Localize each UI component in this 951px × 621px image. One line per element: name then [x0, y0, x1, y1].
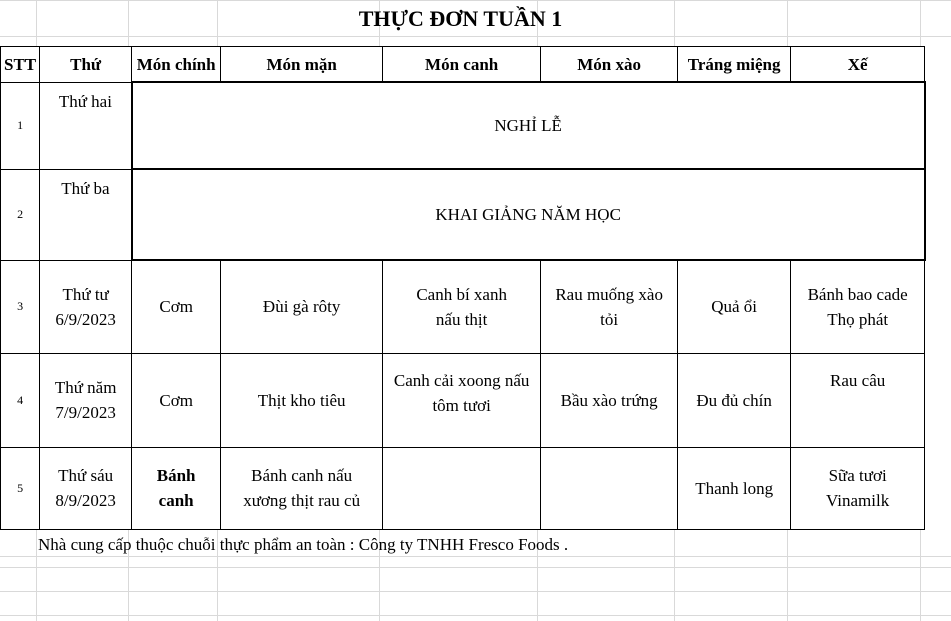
- savory-dish-cell[interactable]: [221, 447, 383, 529]
- gridline: [0, 591, 951, 592]
- day-name: Thứ sáu: [58, 466, 114, 485]
- soup-cell[interactable]: [383, 447, 541, 529]
- day-name: Thứ tư: [62, 284, 109, 304]
- cell-text: Canh cải xoong nấu: [393, 370, 530, 390]
- day-date: 7/9/2023: [55, 403, 116, 422]
- snack-cell[interactable]: [791, 353, 925, 447]
- cell-text: Đu đủ chín: [696, 390, 772, 410]
- cell-text: Thanh long: [695, 478, 774, 498]
- cell-text: Sữa tươi: [828, 466, 887, 485]
- day-cell[interactable]: [40, 169, 132, 260]
- day-cell[interactable]: [40, 353, 132, 447]
- header-day[interactable]: Thứ: [40, 47, 132, 83]
- cell-text: Cơm: [159, 390, 193, 410]
- stt-cell[interactable]: 4: [1, 353, 40, 447]
- gridline: [0, 567, 951, 568]
- stir-fry-cell[interactable]: [541, 353, 678, 447]
- day-name: Thứ hai: [58, 91, 112, 111]
- savory-dish-cell[interactable]: [221, 260, 383, 353]
- header-soup[interactable]: Món canh: [383, 47, 541, 83]
- opening-ceremony-cell[interactable]: [132, 169, 925, 260]
- gridline: [0, 36, 951, 37]
- holiday-cell[interactable]: [132, 82, 925, 169]
- stt-cell[interactable]: 3: [1, 260, 40, 353]
- header-row: [1, 47, 925, 83]
- cell-text: Bánh: [156, 466, 196, 485]
- cell-text: Vinamilk: [826, 491, 890, 510]
- gridline: [0, 615, 951, 616]
- stt-cell[interactable]: 2: [1, 169, 40, 260]
- day-name: Thứ ba: [61, 178, 110, 198]
- gridline: [0, 0, 951, 1]
- header-savory-dish[interactable]: Món mặn: [221, 47, 383, 83]
- cell-text: Cơm: [159, 297, 193, 317]
- snack-cell[interactable]: [791, 260, 925, 353]
- table-row: [1, 447, 925, 529]
- stir-fry-cell[interactable]: [541, 260, 678, 353]
- weekly-menu-table: [0, 46, 926, 530]
- supplier-note[interactable]: Nhà cung cấp thuộc chuỗi thực phẩm an toàn : Công ty TNHH Fresco Foods .: [38, 535, 569, 554]
- header-snack[interactable]: Xế: [791, 47, 925, 83]
- day-date: 8/9/2023: [55, 491, 116, 510]
- cell-text: Đùi gà rôty: [262, 297, 341, 317]
- table-row: [1, 169, 925, 260]
- cell-text: xương thịt rau củ: [243, 491, 361, 510]
- stt-cell[interactable]: 1: [1, 82, 40, 169]
- cell-text: Bánh canh nấu: [251, 466, 353, 485]
- header-main-dish[interactable]: Món chính: [132, 47, 221, 83]
- merged-text: KHAI GIẢNG NĂM HỌC: [435, 205, 621, 224]
- merged-text: NGHỈ LỄ: [494, 116, 562, 135]
- main-dish-cell[interactable]: [132, 353, 221, 447]
- cell-text: Canh bí xanh: [416, 284, 507, 304]
- dessert-cell[interactable]: [678, 260, 791, 353]
- savory-dish-cell[interactable]: [221, 353, 383, 447]
- cell-text: Bầu xào trứng: [560, 390, 658, 410]
- main-dish-cell[interactable]: [132, 260, 221, 353]
- cell-text: tỏi: [600, 309, 619, 329]
- cell-text: tôm tươi: [432, 395, 491, 415]
- day-cell[interactable]: [40, 260, 132, 353]
- cell-text: nấu thịt: [435, 309, 488, 329]
- dessert-cell[interactable]: [678, 447, 791, 529]
- snack-cell[interactable]: [791, 447, 925, 529]
- day-cell[interactable]: [40, 447, 132, 529]
- cell-text: Bánh bao cade: [807, 284, 908, 304]
- header-dessert[interactable]: Tráng miệng: [678, 47, 791, 83]
- cell-text: Rau muống xào: [555, 284, 663, 304]
- table-row: [1, 82, 925, 169]
- cell-text: Rau câu: [830, 370, 886, 390]
- cell-text: Thịt kho tiêu: [257, 390, 346, 410]
- table-row: [1, 260, 925, 353]
- day-date: 6/9/2023: [55, 309, 116, 329]
- soup-cell[interactable]: [383, 260, 541, 353]
- stt-cell[interactable]: 5: [1, 447, 40, 529]
- dessert-cell[interactable]: [678, 353, 791, 447]
- header-stt[interactable]: STT: [1, 47, 40, 83]
- cell-text: canh: [158, 491, 194, 510]
- page-title[interactable]: THỰC ĐƠN TUẦN 1: [358, 6, 563, 31]
- day-name: Thứ năm: [54, 378, 117, 397]
- main-dish-cell[interactable]: [132, 447, 221, 529]
- cell-text: Quả ổi: [711, 297, 758, 317]
- day-cell[interactable]: [40, 82, 132, 169]
- stir-fry-cell[interactable]: [541, 447, 678, 529]
- header-stir-fry[interactable]: Món xào: [541, 47, 678, 83]
- table-row: [1, 353, 925, 447]
- soup-cell[interactable]: [383, 353, 541, 447]
- cell-text: Thọ phát: [827, 309, 889, 329]
